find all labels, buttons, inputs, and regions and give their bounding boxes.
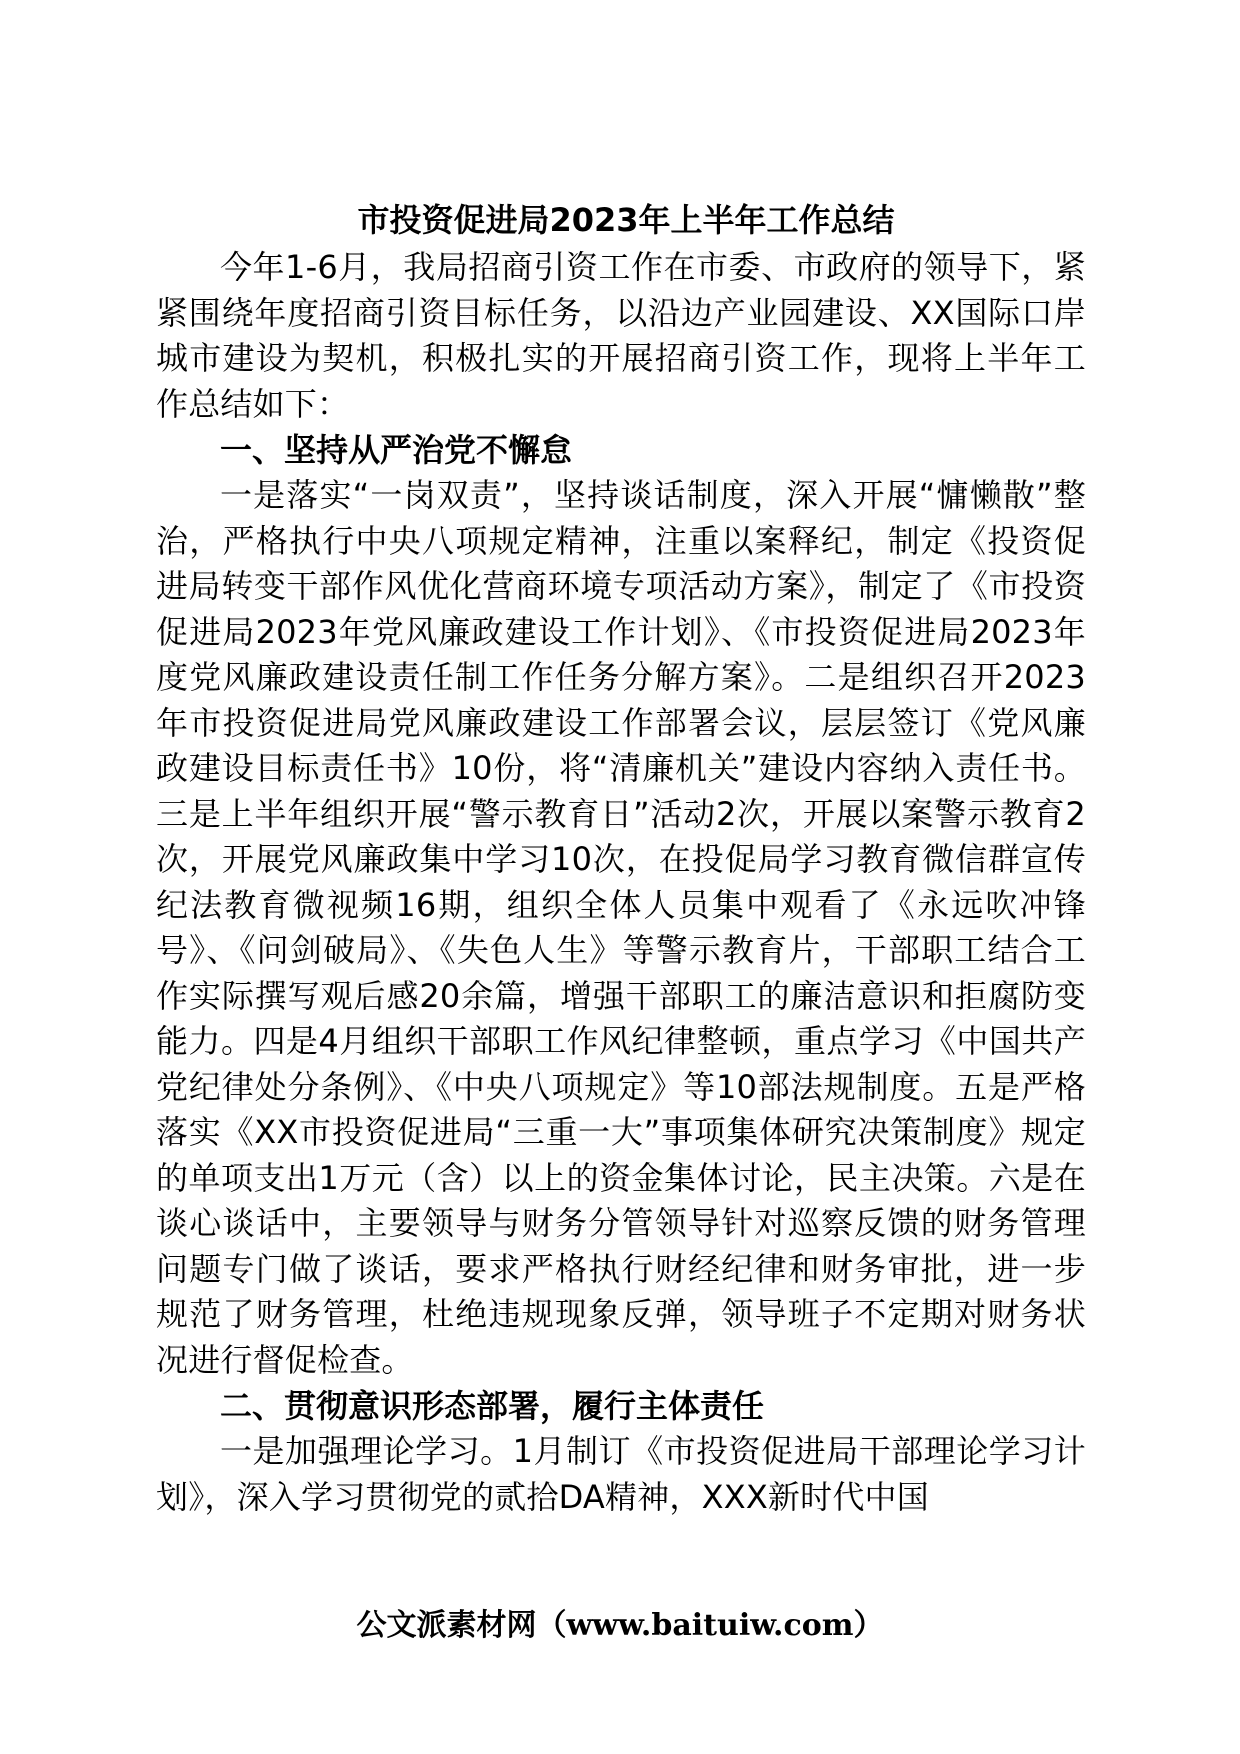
section-body-1: 一是落实“一岗双责”，坚持谈话制度，深入开展“慵懒散”整治，严格执行中央八项规定精神，注重以案释纪，制定《投资促进局转变干部作风优化营商环境专项活动方案》，制定了《市投资促进局2023年党风廉政建设工作计划》、《市投资促进局2023年度党风廉政建设责任制工作任务分解方案》。二是组织召开2023年市投资促进局党风廉政建设工作部署会议，层层签订《党风廉政建设目标责任书》10份，将“清廉机关”建设内容纳入责任书。三是上半年组织开展“警示教育日”活动2次，开展以案警示教育2次，开展党风廉政集中学习10次，在投促局学习教育微信群宣传纪法教育微视频16期，组织全体人员集中观看了《永远吹冲锋号》、《问剑破局》、《失色人生》等警示教育片，干部职工结合工作实际撰写观后感20余篇，增强干部职工的廉洁意识和拒腐防变能力。四是4月组织干部职工作风纪律整顿，重点学习《中国共产党纪律处分条例》、《中央八项规定》等10部法规制度。五是严格落实《XX市投资促进局“三重一大”事项集体研究决策制度》规定的单项支出1万元（含）以上的资金集体讨论，民主决策。六是在谈心谈话中，主要领导与财务分管领导针对巡察反馈的财务管理问题专门做了谈话，要求严格执行财经纪律和财务审批，进一步规范了财务管理，杜绝违规现象反弹，领导班子不定期对财务状况进行督促检查。 [156,476,1086,1379]
section-body-2: 一是加强理论学习。1月制订《市投资促进局干部理论学习计划》，深入学习贯彻党的贰拾DA精神，XXX新时代中国 [156,1432,1086,1516]
section-heading-1: 一、坚持从严治党不懈怠 [220,431,573,469]
document-page [156,195,1086,1520]
document-title: 市投资促进局2023年上半年工作总结 [357,201,895,239]
section-heading-2: 二、贯彻意识形态部署，履行主体责任 [220,1387,765,1425]
footer-watermark: 公文派素材网（www.baituiw.com） [356,1608,884,1643]
intro-paragraph: 今年1-6月，我局招商引资工作在市委、市政府的领导下，紧紧围绕年度招商引资目标任务，以沿边产业园建设、XX国际口岸城市建设为契机，积极扎实的开展招商引资工作，现将上半年工作总结如下： [156,248,1086,423]
